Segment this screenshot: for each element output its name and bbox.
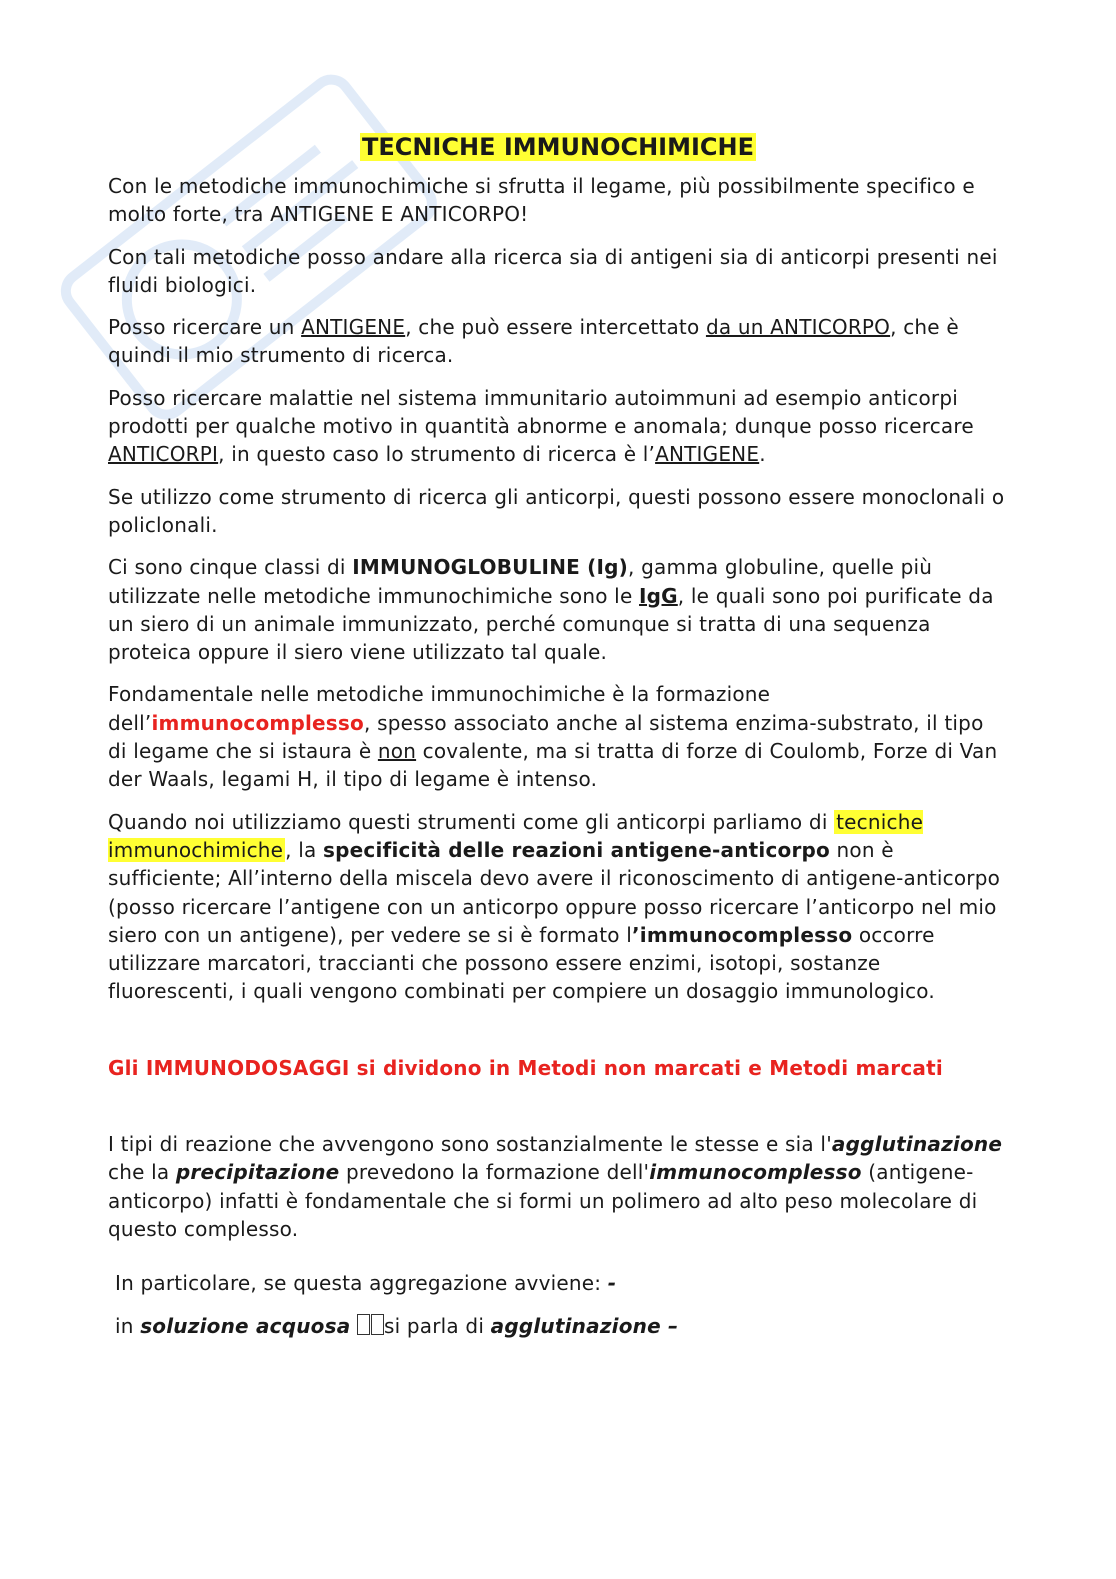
page-title: TECNICHE IMMUNOCHIMICHE: [361, 133, 755, 161]
immunocomplesso-bold-italic: immunocomplesso: [649, 1160, 862, 1185]
non-underlined: non: [377, 739, 417, 764]
immunocomplesso-bold: ’immunocomplesso: [631, 922, 853, 947]
immunoglobuline-bold: IMMUNOGLOBULINE (Ig): [352, 555, 628, 580]
precipitazione-bold-italic: precipitazione: [175, 1160, 340, 1185]
immunocomplesso-red: immunocomplesso: [151, 710, 364, 735]
antibodies-underlined: ANTICORPI: [108, 442, 219, 467]
agglutinazione-bold-italic-2: agglutinazione –: [490, 1313, 679, 1338]
paragraph-reactions: I tipi di reazione che avvengono sono sostanzialmente le stesse e sia l'agglutinazione che la precipitazione prevedono la formazione dell'immunocomplesso (antigene-anticorpo) infatti è fondamentale che si formi un polimero ad alto peso molecolare di questo complesso.: [108, 1132, 1003, 1241]
paragraph-immunoglobulins: Ci sono cinque classi di IMMUNOGLOBULINE (Ig), gamma globuline, quelle più utilizzate nelle metodiche immunochimiche sono le IgG, le quali sono poi purificate da un siero di un animale immunizzato, perché comunque si tratta di una sequenza proteica oppure il siero viene utilizzato tal quale.: [108, 555, 994, 665]
igg-bold: IgG: [639, 583, 678, 608]
missing-glyph-icon: [371, 1314, 384, 1335]
antigen-underlined-2: ANTIGENE: [655, 442, 760, 467]
paragraph-intro: Con le metodiche immunochimiche si sfrutta il legame, più possibilmente specifico e molto forte, tra ANTIGENE E ANTICORPO!: [108, 174, 975, 227]
document-page: [108, 130, 1008, 1354]
paragraph-autoimmune: Posso ricercare malattie nel sistema immunitario autoimmuni ad esempio anticorpi prodotti per qualche motivo in quantità abnorme e anomala; dunque posso ricercare ANTICORPI, in questo caso lo strumento di ricerca è l’ANTIGENE.: [108, 385, 974, 467]
missing-glyph-icon: [357, 1314, 370, 1335]
paragraph-aqueous: in soluzione acquosa si parla di agglutinazione –: [115, 1313, 679, 1338]
tecniche-highlight: tecniche immunochimiche: [108, 809, 924, 862]
paragraph-methods: Con tali metodiche posso andare alla ricerca sia di antigeni sia di anticorpi presenti nei fluidi biologici.: [108, 244, 998, 297]
paragraph-immunocomplex: Fondamentale nelle metodiche immunochimiche è la formazione dell’immunocomplesso, spesso associato anche al sistema enzima-substrato, il tipo di legame che si istaura è non covalente, ma si tratta di forze di Coulomb, Forze di Van der Waals, legami H, il tipo di legame è intenso.: [108, 682, 998, 792]
agglutinazione-bold-italic: agglutinazione: [831, 1132, 1003, 1157]
antibody-underlined: da un ANTICORPO: [705, 315, 891, 340]
paragraph-antigen-search: Posso ricercare un ANTIGENE, che può essere intercettato da un ANTICORPO, che è quindi il mio strumento di ricerca.: [108, 315, 959, 368]
paragraph-techniques: Quando noi utilizziamo questi strumenti come gli anticorpi parliamo di tecniche immunochimiche , la specificità delle reazioni antigene-anticorpo non è sufficiente; All’interno della miscela devo avere il riconoscimento di antigene-anticorpo (posso ricercare l’antigene con un anticorpo oppure posso ricercare l’anticorpo nel mio siero con un antigene), per vedere se si è formato l’immunocomplesso occorre utilizzare marcatori, traccianti che possono essere enzimi, isotopi, sostanze fluorescenti, i quali vengono combinati per compiere un dosaggio immunologico.: [108, 809, 1001, 1004]
paragraph-aggregation: In particolare, se questa aggregazione avviene: -: [115, 1271, 617, 1296]
soluzione-acquosa-bold-italic: soluzione acquosa: [140, 1313, 351, 1338]
specificity-bold: specificità delle reazioni antigene-anticorpo: [323, 837, 830, 862]
antigen-underlined: ANTIGENE: [301, 315, 406, 340]
paragraph-clonal: Se utilizzo come strumento di ricerca gli anticorpi, questi possono essere monoclonali o policlonali.: [108, 484, 1005, 537]
section-heading-immunodosaggi: Gli IMMUNODOSAGGI si dividono in Metodi non marcati e Metodi marcati: [108, 1055, 943, 1080]
